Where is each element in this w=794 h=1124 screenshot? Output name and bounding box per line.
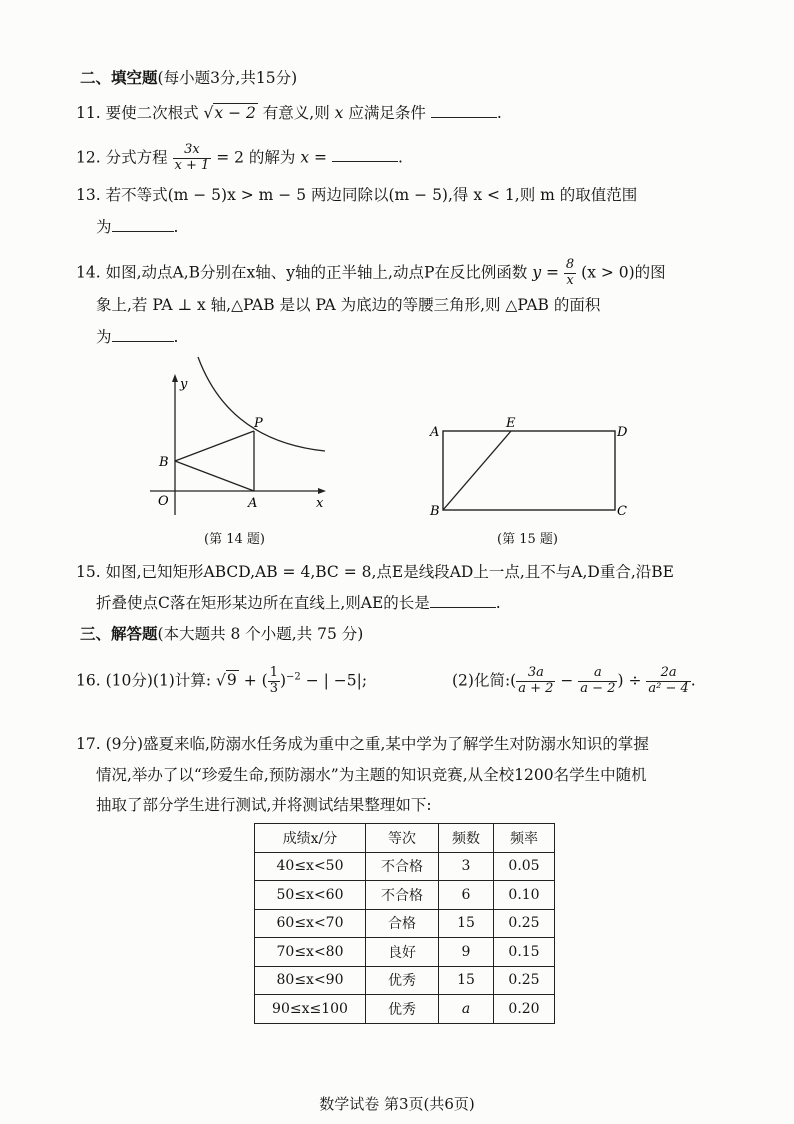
fig14-caption: (第 14 题) [204,532,265,547]
section-3-heading [80,626,363,643]
table-cell: 70≤x<80 [255,938,366,967]
q11-text-end: 应满足条件 [348,104,426,122]
fig14-segment-bp [175,431,254,461]
q11-text-before: 11. 要使二次根式 [76,104,199,122]
table-cell: 9 [439,938,494,967]
fig14-label-a: A [248,496,258,511]
table-header-row [255,824,555,853]
section-3-note: (本大题共 8 个小题,共 75 分) [157,625,364,643]
table-cell: 合格 [366,909,439,938]
section-2-title: 二、填空题 [80,68,158,87]
q16-fraction [268,666,280,697]
table-header-cell: 频率 [494,824,555,853]
table-row [255,909,555,938]
table-cell: 0.25 [494,966,555,995]
results-table [254,823,555,1024]
q16-f1-den: a + 2 [518,680,554,696]
q12-answer-blank[interactable] [332,160,398,162]
q16-end: . [690,671,696,690]
q16-f1-num: 3a [516,666,555,682]
table-cell: 40≤x<50 [255,852,366,881]
table-row [255,852,555,881]
q12-label: 12. 分式方程 [76,148,168,167]
fig14-label-x: x [316,496,324,511]
table-cell: 优秀 [366,995,439,1024]
q16-f3 [646,666,690,697]
fig14-x-arrow [318,488,326,494]
table-cell: 优秀 [366,966,439,995]
question-17-line-2: 情况,举办了以“珍爱生命,预防溺水”为主题的知识竞赛,从全校1200名学生中随机 [96,766,647,784]
table-cell: 15 [439,966,494,995]
fig15-label-a: A [430,425,440,440]
fig14-label-y: y [180,377,188,392]
question-15-line-1: 15. 如图,已知矩形ABCD,AB = 4,BC = 8,点E是线段AD上一点,且不与A,D重合,沿BE [76,563,674,581]
table-cell: a [439,995,494,1024]
section-2-heading [80,70,297,87]
q13-answer-blank[interactable] [112,230,174,232]
table-header-cell: 频数 [439,824,494,853]
table-cell: 0.10 [494,881,555,910]
q16-label: 16. (10分)(1)计算: [76,671,212,690]
q16-f2-num: a [578,666,617,682]
fig15-caption: (第 15 题) [497,532,558,547]
q13-line2-text: 为 [96,218,112,236]
fig14-label-p: P [254,416,263,431]
table-row [255,881,555,910]
q12-fraction [173,143,212,174]
page-footer: 数学试卷 第3页(共6页) [319,1095,475,1113]
q16-part2-label: (2)化简:( [452,671,517,690]
figure-15 [425,413,635,523]
q14-line1-a: 14. 如图,动点A,B分别在x轴、y轴的正半轴上,动点P在反比例函数 [76,263,528,282]
q12-var: x [300,148,310,167]
q14-line1-b: (x > 0)的图 [581,263,666,282]
q16-tail: − | −5|; [305,671,368,690]
question-14-line-1 [76,258,666,289]
table-cell: 0.25 [494,909,555,938]
question-17-line-1: 17. (9分)盛夏来临,防溺水任务成为重中之重,某中学为了解学生对防溺水知识的掌握 [76,735,649,753]
q16-minus: − [560,671,574,690]
table-cell: 80≤x<90 [255,966,366,995]
question-13-line-1: 13. 若不等式(m − 5)x > m − 5 两边同除以(m − 5),得 x < 1,则 m 的取值范围 [76,186,638,204]
q16-sqrt-value: 9 [226,671,237,690]
q16-frac-num: 1 [269,665,278,680]
question-11: 11. 要使二次根式 √x − 2 有意义,则 x 应满足条件 . [76,104,502,122]
question-15-line-2: 折叠使点C落在矩形某边所在直线上,则AE的长是 . [96,594,501,612]
q11-radicand: x − 2 [214,104,256,122]
table-row [255,938,555,967]
question-16-part-1: 16. (10分)(1)计算: √9 + ( $\frac{1}{3}$ )$^{-2}$ − | −5|; [76,665,368,696]
table-cell: 良好 [366,938,439,967]
table-row [255,995,555,1024]
q14-func-den: x [566,272,574,288]
table-cell: 50≤x<60 [255,881,366,910]
table-cell: 3 [439,852,494,881]
q11-var: x [334,104,344,122]
table-cell: 6 [439,881,494,910]
table-cell: 90≤x≤100 [255,995,366,1024]
q14-answer-blank[interactable] [112,340,174,342]
table-cell: 15 [439,909,494,938]
q16-plus: + ( [243,671,268,690]
table-cell: 0.05 [494,852,555,881]
table-cell: 不合格 [366,881,439,910]
figure-14 [140,355,340,515]
question-12: 12. 分式方程 $\frac{3x}{x + 1}$ = 2 的解为 x = . [76,142,403,173]
fig15-label-e: E [506,416,516,431]
q12-denominator: x + 1 [174,157,210,173]
section-3-title: 三、解答题 [80,624,158,643]
q16-f2 [578,666,617,697]
table-header-cell: 等次 [366,824,439,853]
q16-sqrt: √9 [216,671,237,690]
fig15-rectangle [443,431,615,510]
fig14-label-o: O [158,494,169,509]
question-14-line-3: 为 . [96,328,179,346]
q16-divide: ) ÷ [617,671,642,690]
q16-f3-den: a² − 4 [648,680,689,696]
fig15-label-d: D [617,425,628,440]
fig14-segment-ba [175,461,254,491]
q11-sqrt: √x − 2 [203,104,256,122]
table-cell: 60≤x<70 [255,909,366,938]
q12-eq: = [314,148,328,167]
q16-f2-den: a − 2 [580,680,616,696]
fig15-segment-be [443,431,511,510]
q11-answer-blank[interactable] [431,116,497,118]
fig14-y-arrow [172,374,178,382]
q14-func-fraction [564,258,576,289]
question-17-line-3: 抽取了部分学生进行测试,并将测试结果整理如下: [96,796,432,814]
section-2-note: (每小题3分,共15分) [157,69,298,87]
fig15-label-c: C [617,504,627,519]
question-16-part-2 [452,666,696,697]
table-row [255,966,555,995]
q15-answer-blank[interactable] [430,606,496,608]
q15-line2-text: 折叠使点C落在矩形某边所在直线上,则AE的长是 [96,594,430,612]
q14-func-lhs: y = [532,263,559,282]
table-cell: 0.15 [494,938,555,967]
fig14-label-b: B [159,455,169,470]
q14-func-num: 8 [565,257,575,272]
question-13-line-2: 为 . [96,218,179,236]
table-cell: 0.20 [494,995,555,1024]
q16-f1 [516,666,555,697]
q12-rhs: = 2 的解为 [216,148,296,167]
table-header-cell: 成绩x/分 [255,824,366,853]
fig15-label-b: B [430,504,440,519]
table-cell: 不合格 [366,852,439,881]
q11-text-after: 有意义,则 [262,104,330,122]
q16-f3-num: 2a [646,666,690,682]
question-14-line-2: 象上,若 PA ⊥ x 轴,△PAB 是以 PA 为底边的等腰三角形,则 △PAB 的面积 [96,296,601,314]
q16-exponent: −2 [286,671,301,683]
fig14-hyperbola [198,357,325,451]
q14-line3-text: 为 [96,328,112,346]
q12-numerator: 3x [173,143,212,159]
q16-frac-den: 3 [269,680,278,696]
